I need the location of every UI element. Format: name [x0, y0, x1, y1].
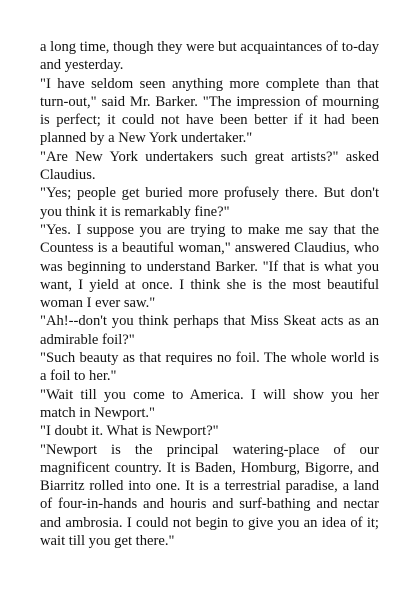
paragraph-claudius-beauty: "Such beauty as that requires no foil. The whole world is a foil to her." — [40, 350, 379, 385]
paragraph-claudius-countess: "Yes. I suppose you are trying to make me say that the Countess is a beautiful woman," answered Claudius, who was beginning to understand Barker. "If that is what you want, I yield at once. I think she is the most beautiful woman I ever saw." — [40, 221, 379, 312]
paragraph-barker-america: "Wait till you come to America. I will show you her match in Newport." — [40, 386, 379, 421]
paragraph-continuation: a long time, though they were but acquaintances of to-day and yesterday. — [40, 39, 379, 74]
paragraph-barker-turnout: "I have seldom seen anything more complete than that turn-out," said Mr. Barker. "The impression of mourning is perfect; it could not have been better if it had been planned by a New York undertaker." — [40, 75, 379, 147]
paragraph-claudius-undertakers: "Are New York undertakers such great artists?" asked Claudius. — [40, 148, 379, 184]
book-page-text — [40, 38, 379, 550]
paragraph-barker-foil: "Ah!--don't you think perhaps that Miss Skeat acts as an admirable foil?" — [40, 313, 379, 348]
paragraph-barker-newport: "Newport is the principal watering-place of our magnificent country. It is Baden, Homburg, Bigorre, and Biarritz rolled into one. It is a terrestrial paradise, a land of four-in-hands and houris and surf-bathing and nectar and ambrosia. I could not begin to give you an idea of it; wait till you get there." — [40, 441, 379, 550]
paragraph-claudius-newport: "I doubt it. What is Newport?" — [40, 423, 219, 440]
paragraph-barker-buried: "Yes; people get buried more profusely there. But don't you think it is remarkably fine?" — [40, 185, 379, 220]
